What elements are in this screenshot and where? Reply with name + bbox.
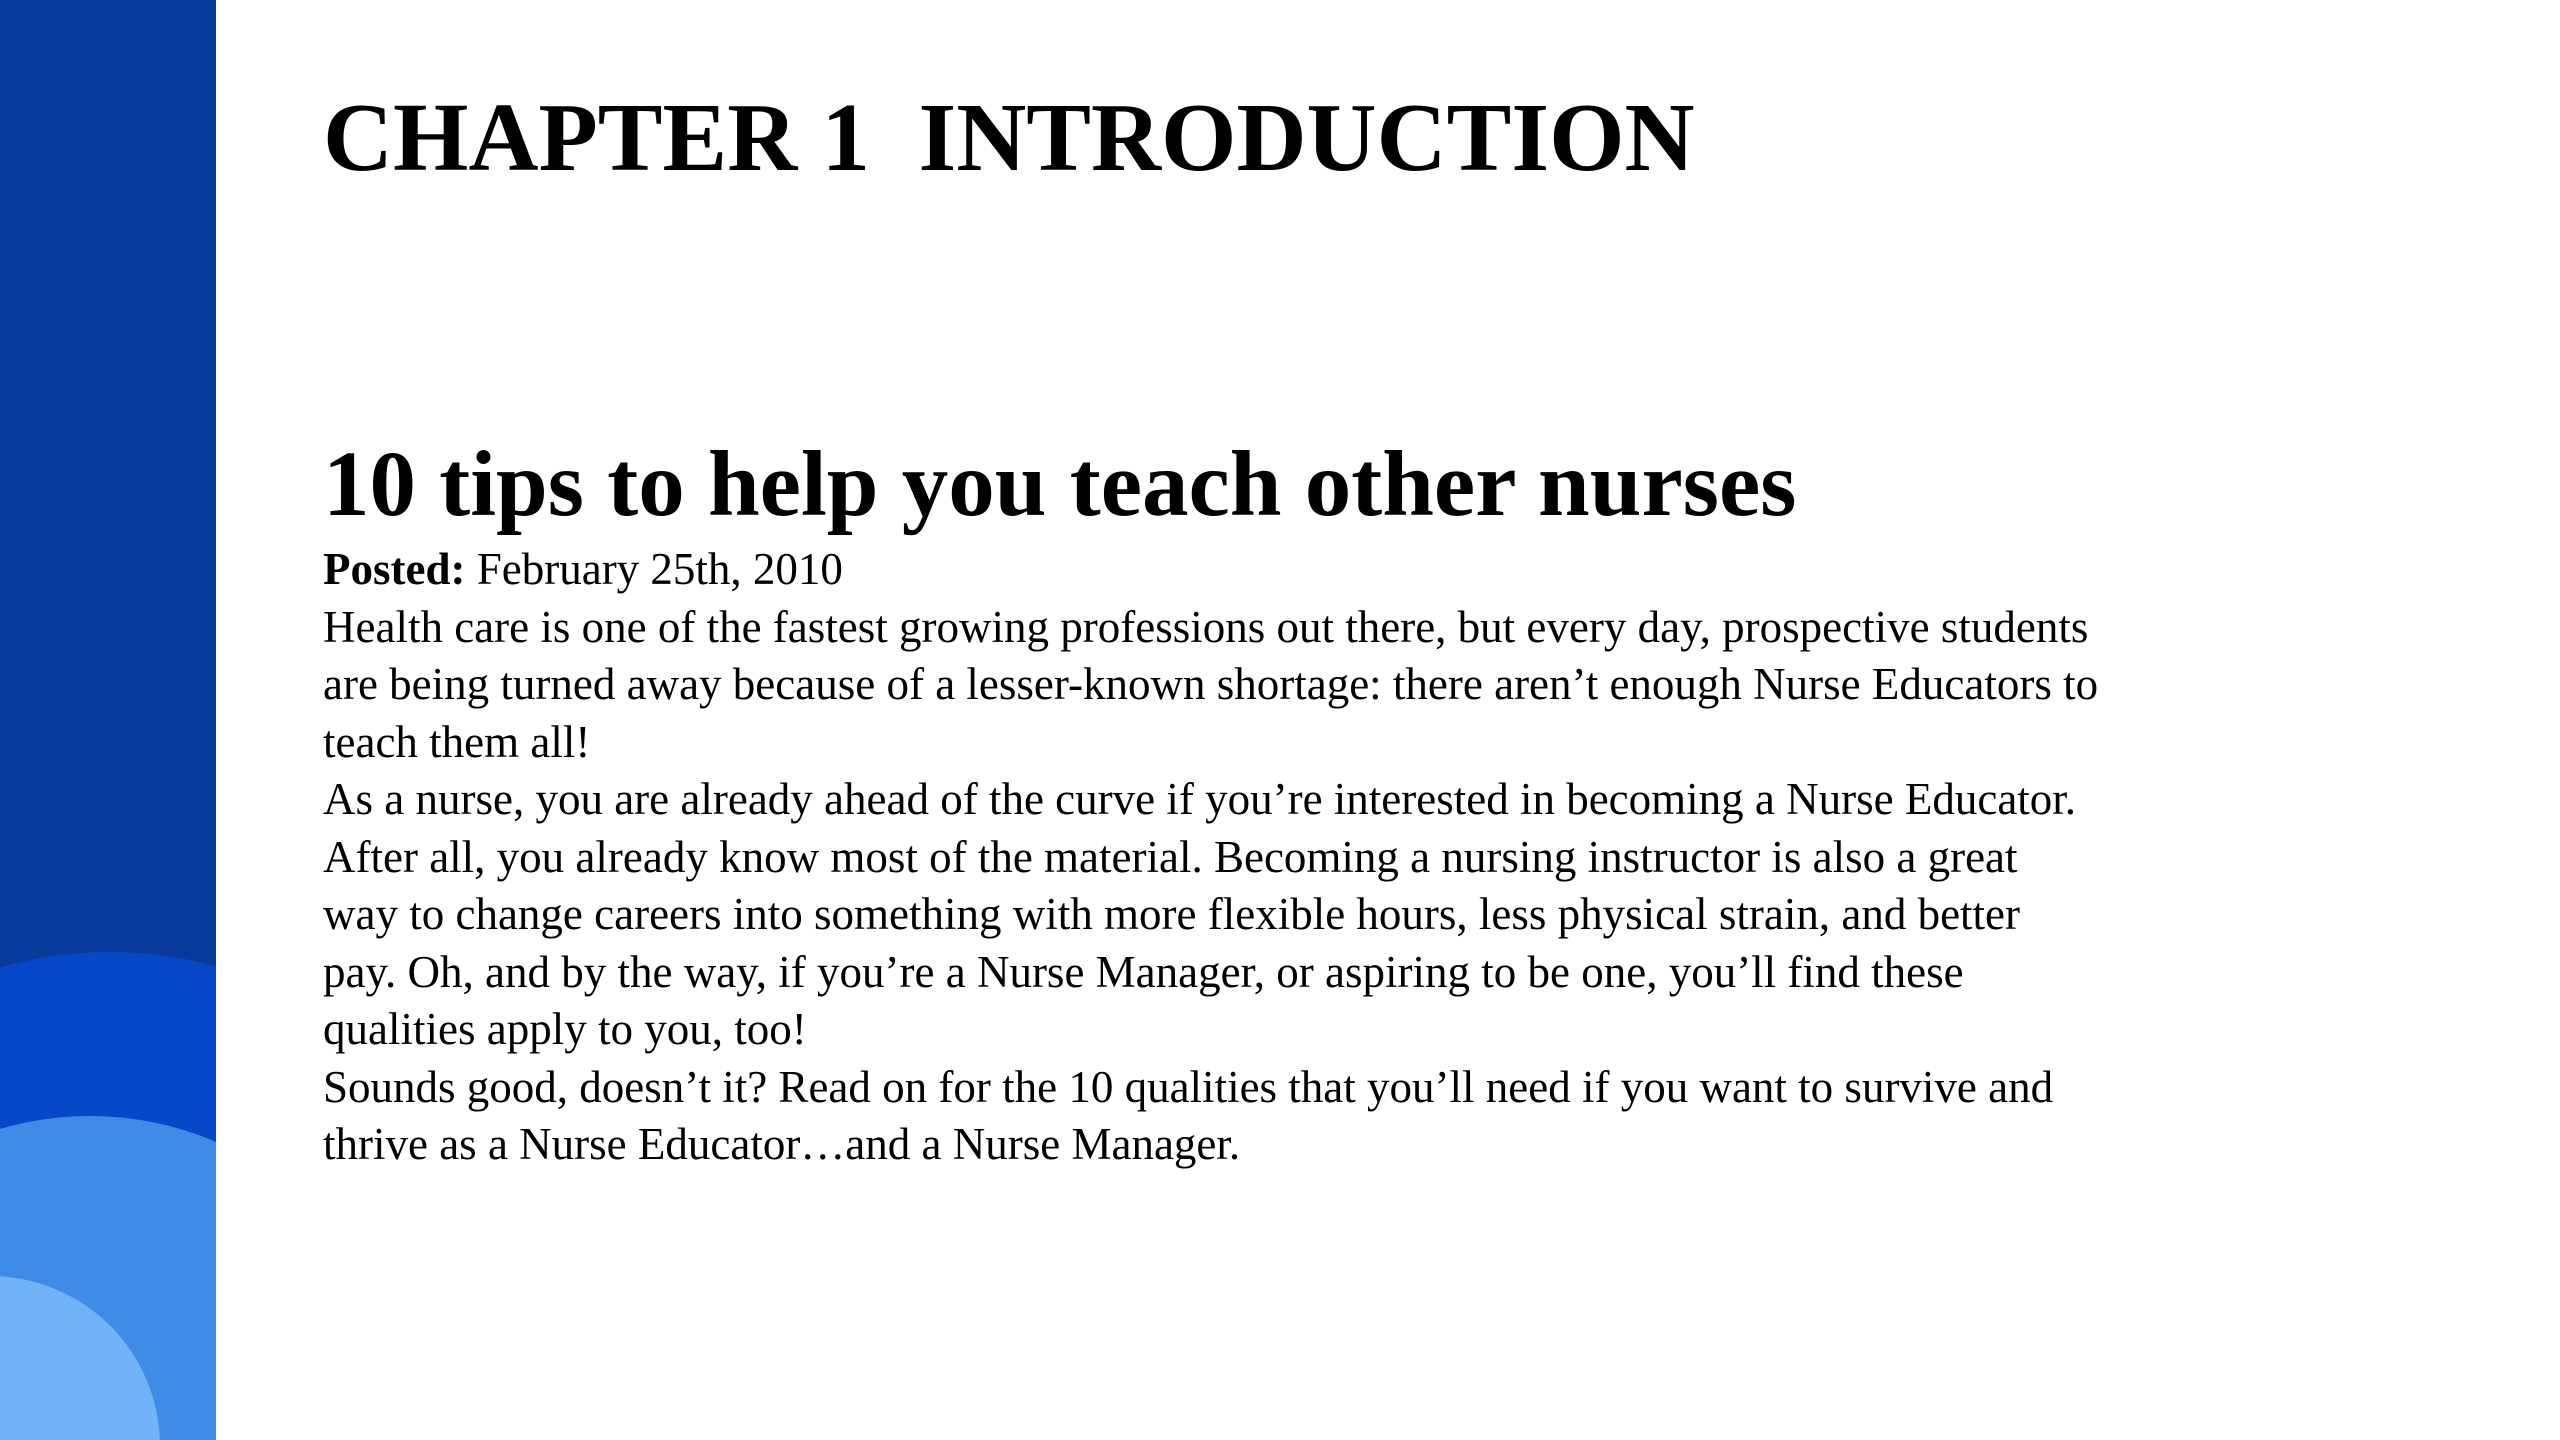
decorative-side-band <box>0 0 216 1440</box>
article-title: 10 tips to help you teach other nurses <box>323 433 1797 536</box>
posted-line <box>323 541 2103 599</box>
article-paragraph: As a nurse, you are already ahead of the curve if you’re interested in becoming a Nurse Educator. After all, you already know most of the material. Becoming a nursing instructor is also a great way to change careers into something with more flexible hours, less physical strain, and better pay. Oh, and by the way, if you’re a Nurse Manager, or aspiring to be one, you’ll find these qualities apply to you, too! <box>323 774 2077 1054</box>
article-paragraph: Health care is one of the fastest growing professions out there, but every day, prospective students are being turned away because of a lesser-known shortage: there aren’t enough Nurse Educators to teach them all! <box>323 601 2099 767</box>
chapter-title: CHAPTER 1 INTRODUCTION <box>323 84 1695 191</box>
article-body <box>323 541 2103 1174</box>
slide-content <box>323 0 2123 1440</box>
posted-date: February 25th, 2010 <box>465 544 843 594</box>
posted-label: Posted: <box>323 544 466 594</box>
article-paragraph: Sounds good, doesn’t it? Read on for the 10 qualities that you’ll need if you want to survive and thrive as a Nurse Educator…and a Nurse Manager. <box>323 1061 2054 1169</box>
